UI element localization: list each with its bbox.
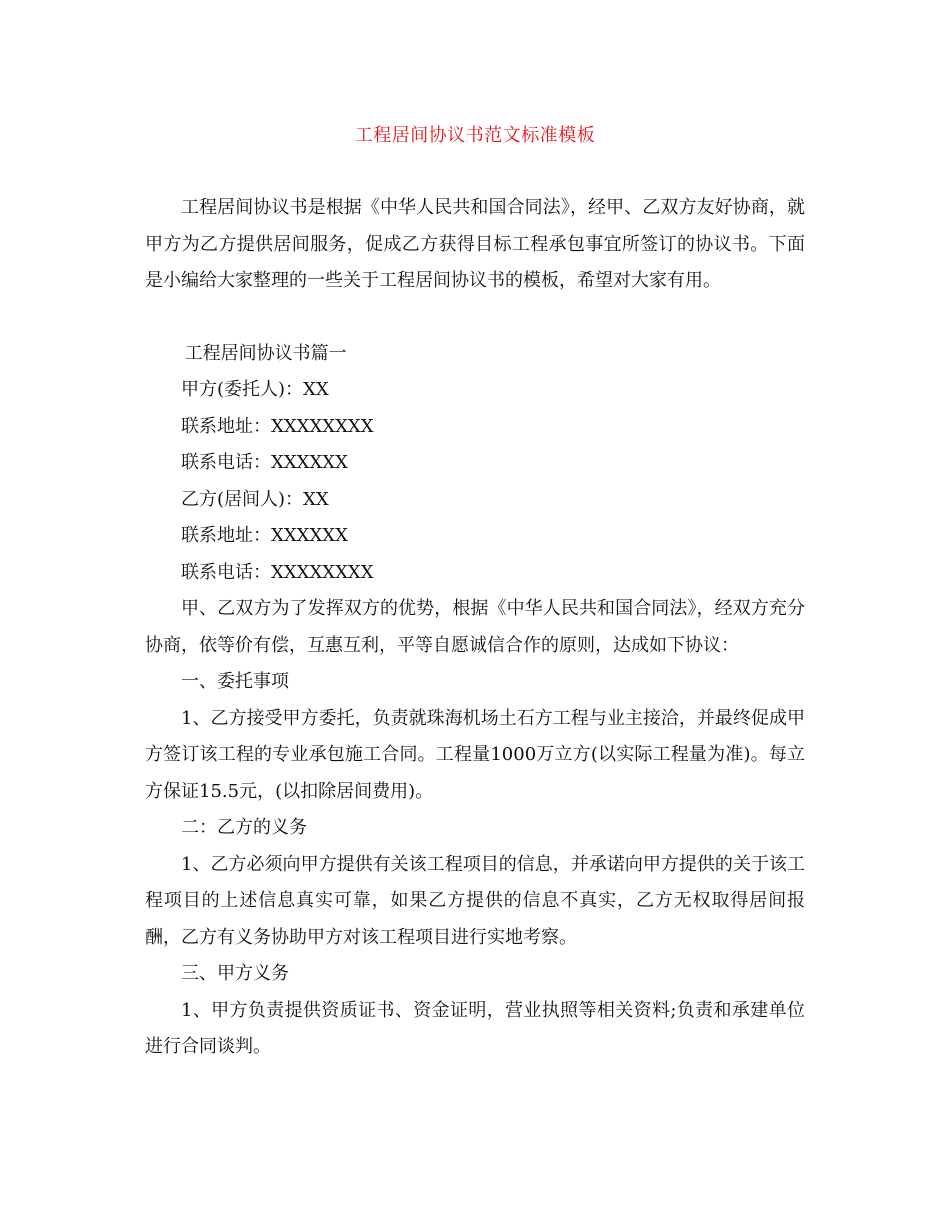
agreement-preamble: 甲、乙双方为了发挥双方的优势，根据《中华人民共和国合同法》，经双方充分协商，依等价有偿，互惠互利，平等自愿诚信合作的原则，达成如下协议： [145,598,805,656]
document-body [145,190,805,1066]
party-b-phone: 联系电话：XXXXXXXX [181,561,374,583]
party-info-block [145,372,805,591]
clause-3-heading: 三、甲方义务 [181,963,289,984]
party-b-label: 乙方(居间人)：XX [181,488,329,510]
party-a-phone: 联系电话：XXXXXX [181,452,348,473]
clause-3-text: 1、甲方负责提供资质证书、资金证明，营业执照等相关资料;负责和承建单位进行合同谈判。 [145,999,805,1057]
section-heading: 工程居间协议书篇一 [184,342,347,364]
intro-paragraph: 工程居间协议书是根据《中华人民共和国合同法》，经甲、乙双方友好协商，就甲方为乙方提供居间服务，促成乙方获得目标工程承包事宜所签订的协议书。下面是小编给大家整理的一些关于工程居间协议书的模板，希望对大家有用。 [145,197,805,291]
clause-1-heading: 一、委托事项 [181,671,289,692]
clause-1-text: 1、乙方接受甲方委托，负责就珠海机场土石方工程与业主接洽，并最终促成甲方签订该工程的专业承包施工合同。工程量1000万立方(以实际工程量为准)。每立方保证15.5元，(以扣除居间费用)。 [145,707,805,802]
party-b-address: 联系地址：XXXXXX [181,525,348,546]
clause-2-heading: 二：乙方的义务 [181,817,307,838]
party-a-address: 联系地址：XXXXXXXX [181,415,374,437]
clause-2-text: 1、乙方必须向甲方提供有关该工程项目的信息，并承诺向甲方提供的关于该工程项目的上述信息真实可靠，如果乙方提供的信息不真实，乙方无权取得居间报酬，乙方有义务协助甲方对该工程项目进行实地考察。 [145,853,805,948]
document-title: 工程居间协议书范文标准模板 [354,125,596,146]
party-a-label: 甲方(委托人)：XX [181,379,329,400]
